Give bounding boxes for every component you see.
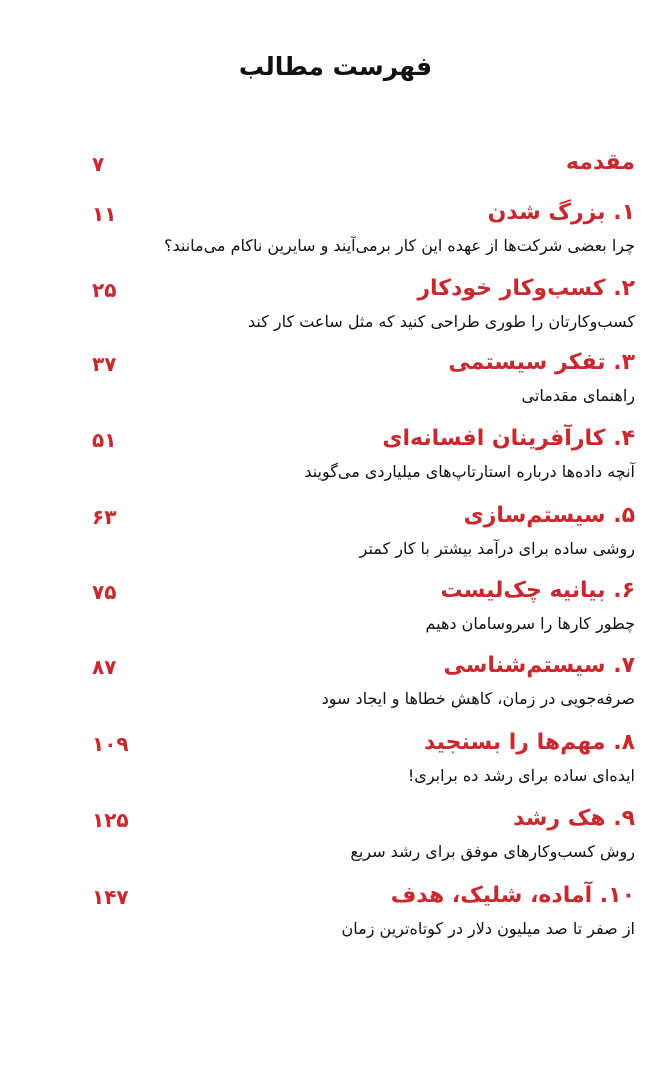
toc-entry-5: [0, 503, 671, 583]
entry-title: ۷. سیستم‌شناسی: [443, 653, 635, 678]
entry-page-number: ۱۱: [92, 202, 117, 226]
entry-page-number: ۱۲۵: [92, 808, 129, 832]
entry-title: ۸. مهم‌ها را بسنجید: [423, 730, 635, 755]
toc-entry-1: [0, 200, 671, 280]
entry-title: ۱۰. آماده، شلیک، هدف: [390, 883, 635, 908]
entry-page-number: ۶۳: [92, 505, 117, 529]
toc-entry-10: [0, 883, 671, 963]
toc-entry-2: [0, 276, 671, 356]
toc-entry-8: [0, 730, 671, 810]
entry-title: ۶. بیانیه چک‌لیست: [440, 578, 635, 603]
entry-title: ۲. کسب‌وکار خودکار: [417, 276, 635, 301]
entry-subtitle: از صفر تا صد میلیون دلار در کوتاه‌ترین زمان: [341, 919, 635, 938]
toc-entry-7: [0, 653, 671, 733]
entry-page-number: ۲۵: [92, 278, 117, 302]
entry-page-number: ۵۱: [92, 428, 117, 452]
entry-subtitle: ایده‌ای ساده برای رشد ده برابری!: [407, 766, 635, 785]
page-title: فهرست مطالب: [238, 52, 433, 81]
entry-subtitle: آنچه داده‌ها درباره استارتاپ‌های میلیاردی می‌گویند: [304, 462, 635, 481]
toc-entry-4: [0, 426, 671, 506]
entry-page-number: ۳۷: [92, 352, 117, 376]
entry-title: ۴. کارآفرینان افسانه‌ای: [382, 426, 635, 451]
entry-subtitle: چطور کارها را سروسامان دهیم: [425, 614, 635, 633]
entry-page-number: ۱۰۹: [92, 732, 129, 756]
entry-page-number: ۸۷: [92, 655, 117, 679]
entry-page-number: ۷۵: [92, 580, 117, 604]
entry-subtitle: کسب‌وکارتان را طوری طراحی کنید که مثل ساعت کار کند: [247, 312, 635, 331]
entry-title: ۱. بزرگ شدن: [487, 200, 635, 225]
entry-title: مقدمه: [565, 150, 635, 175]
toc-entry-3: [0, 350, 671, 430]
toc-entry-6: [0, 578, 671, 658]
entry-subtitle: راهنمای مقدماتی: [521, 386, 635, 405]
toc-entry-9: [0, 806, 671, 886]
entry-title: ۵. سیستم‌سازی: [463, 503, 635, 528]
entry-subtitle: صرفه‌جویی در زمان، کاهش خطاها و ایجاد سود: [321, 689, 635, 708]
entry-title: ۹. هک رشد: [513, 806, 635, 831]
entry-title: ۳. تفکر سیستمی: [448, 350, 635, 375]
entry-subtitle: چرا بعضی شرکت‌ها از عهده این کار برمی‌آیند و سایرین ناکام می‌مانند؟: [163, 236, 635, 255]
entry-page-number: ۷: [92, 152, 105, 176]
entry-subtitle: روش کسب‌وکارهای موفق برای رشد سریع: [350, 842, 635, 861]
entry-page-number: ۱۴۷: [92, 885, 129, 909]
entry-subtitle: روشی ساده برای درآمد بیشتر با کار کمتر: [359, 539, 635, 558]
